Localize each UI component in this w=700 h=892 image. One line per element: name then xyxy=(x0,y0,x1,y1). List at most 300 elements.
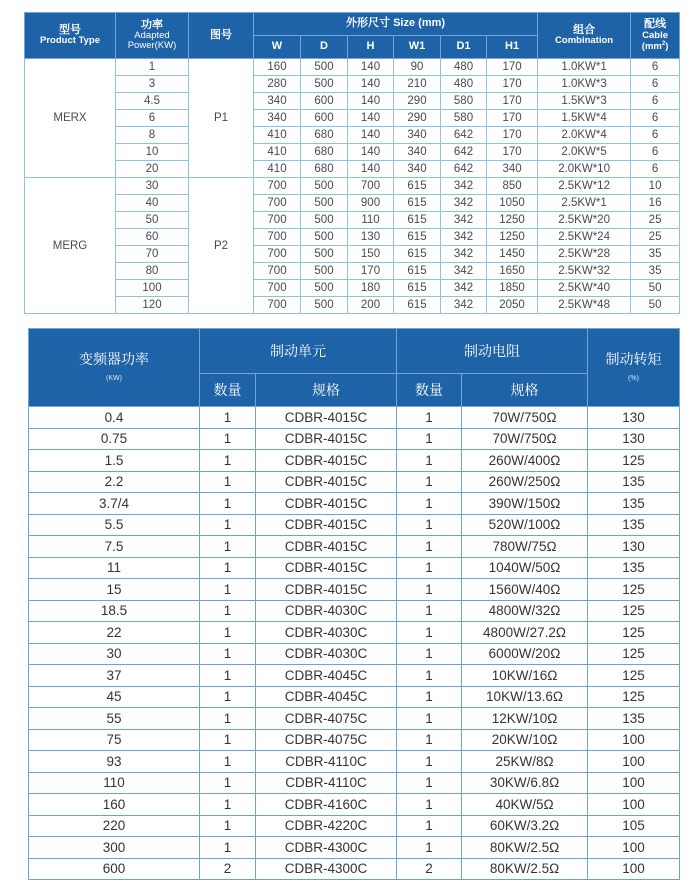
resistor-spec-cell: 4800W/32Ω xyxy=(462,600,588,622)
combination-cell: 2.5KW*12 xyxy=(538,178,631,195)
dim-d1-cell: 342 xyxy=(441,263,487,280)
header-product-type-cn: 型号 xyxy=(59,23,81,36)
dim-d-cell: 680 xyxy=(301,161,348,178)
torque-cell: 100 xyxy=(588,751,680,773)
inverter-power-cell: 160 xyxy=(29,794,200,816)
dim-d1-cell: 642 xyxy=(441,161,487,178)
inverter-power-cell: 3.7/4 xyxy=(29,493,200,515)
inverter-power-cell: 93 xyxy=(29,751,200,773)
resistor-spec-cell: 780W/75Ω xyxy=(462,536,588,558)
combination-cell: 2.5KW*32 xyxy=(538,263,631,280)
dim-d1-cell: 642 xyxy=(441,127,487,144)
inverter-power-cell: 1.5 xyxy=(29,450,200,472)
table-row xyxy=(29,428,680,450)
dim-h1-cell: 1450 xyxy=(487,246,538,263)
dim-d-cell: 680 xyxy=(301,144,348,161)
dim-d1-cell: 342 xyxy=(441,212,487,229)
header-size-group: 外形尺寸 Size (mm) xyxy=(254,13,538,36)
combination-cell: 2.5KW*28 xyxy=(538,246,631,263)
unit-qty-cell: 1 xyxy=(200,837,256,859)
resistor-qty-cell: 1 xyxy=(397,600,462,622)
header-braking-torque-unit: (%) xyxy=(628,375,639,383)
table-row xyxy=(29,579,680,601)
inverter-power-cell: 0.75 xyxy=(29,428,200,450)
dim-d-cell: 680 xyxy=(301,127,348,144)
unit-spec-cell: CDBR-4015C xyxy=(256,536,397,558)
dim-h1-cell: 170 xyxy=(487,127,538,144)
header-power xyxy=(116,13,189,59)
power-cell: 10 xyxy=(116,144,189,161)
combination-cell: 1.0KW*3 xyxy=(538,76,631,93)
table-row xyxy=(25,263,680,280)
dim-h-cell: 140 xyxy=(348,110,394,127)
resistor-qty-cell: 1 xyxy=(397,407,462,429)
dim-w-cell: 700 xyxy=(254,212,301,229)
table-row xyxy=(29,557,680,579)
resistor-spec-cell: 30KW/6.8Ω xyxy=(462,772,588,794)
header-dim-h: H xyxy=(348,36,394,59)
dim-d-cell: 600 xyxy=(301,110,348,127)
dim-h-cell: 150 xyxy=(348,246,394,263)
unit-spec-cell: CDBR-4015C xyxy=(256,493,397,515)
table-row xyxy=(25,229,680,246)
unit-spec-cell: CDBR-4220C xyxy=(256,815,397,837)
resistor-spec-cell: 6000W/20Ω xyxy=(462,643,588,665)
torque-cell: 125 xyxy=(588,643,680,665)
header-cable-sup: 2 xyxy=(661,40,666,47)
dim-w1-cell: 615 xyxy=(394,263,441,280)
unit-qty-cell: 1 xyxy=(200,600,256,622)
table-row xyxy=(25,212,680,229)
resistor-spec-cell: 260W/250Ω xyxy=(462,471,588,493)
cable-cell: 35 xyxy=(631,263,680,280)
resistor-qty-cell: 1 xyxy=(397,729,462,751)
combination-cell: 1.5KW*3 xyxy=(538,93,631,110)
dim-w1-cell: 615 xyxy=(394,178,441,195)
dim-w-cell: 700 xyxy=(254,178,301,195)
inverter-power-cell: 110 xyxy=(29,772,200,794)
cable-cell: 25 xyxy=(631,229,680,246)
table-row xyxy=(29,794,680,816)
dim-h-cell: 140 xyxy=(348,144,394,161)
torque-cell: 135 xyxy=(588,471,680,493)
dim-d-cell: 500 xyxy=(301,76,348,93)
cable-cell: 6 xyxy=(631,93,680,110)
combination-cell: 2.5KW*40 xyxy=(538,280,631,297)
table-row xyxy=(29,708,680,730)
cable-cell: 6 xyxy=(631,127,680,144)
torque-cell: 130 xyxy=(588,407,680,429)
dim-h1-cell: 170 xyxy=(487,59,538,76)
dim-h1-cell: 850 xyxy=(487,178,538,195)
dim-d-cell: 500 xyxy=(301,263,348,280)
unit-qty-cell: 1 xyxy=(200,622,256,644)
cable-cell: 6 xyxy=(631,161,680,178)
unit-spec-cell: CDBR-4075C xyxy=(256,708,397,730)
dim-d1-cell: 342 xyxy=(441,195,487,212)
dim-d-cell: 500 xyxy=(301,297,348,314)
header-braking-torque xyxy=(588,329,680,407)
header-dim-d1: D1 xyxy=(441,36,487,59)
header-cable-close: ) xyxy=(665,40,669,52)
unit-spec-cell: CDBR-4015C xyxy=(256,557,397,579)
resistor-qty-cell: 1 xyxy=(397,751,462,773)
unit-qty-cell: 1 xyxy=(200,794,256,816)
power-cell: 50 xyxy=(116,212,189,229)
drawing-cell: P1 xyxy=(189,59,254,178)
unit-qty-cell: 1 xyxy=(200,686,256,708)
braking-selection-table-body xyxy=(29,407,680,880)
unit-qty-cell: 1 xyxy=(200,514,256,536)
unit-qty-cell: 2 xyxy=(200,858,256,880)
unit-spec-cell: CDBR-4045C xyxy=(256,686,397,708)
dim-h1-cell: 1050 xyxy=(487,195,538,212)
table-row xyxy=(25,280,680,297)
resistor-qty-cell: 1 xyxy=(397,815,462,837)
power-cell: 1 xyxy=(116,59,189,76)
resistor-qty-cell: 1 xyxy=(397,450,462,472)
power-cell: 40 xyxy=(116,195,189,212)
resistor-qty-cell: 1 xyxy=(397,557,462,579)
table-row xyxy=(25,144,680,161)
header-cable-cn: 配线 xyxy=(644,18,667,31)
combination-cell: 2.5KW*24 xyxy=(538,229,631,246)
resistor-spec-cell: 520W/100Ω xyxy=(462,514,588,536)
resistor-spec-cell: 70W/750Ω xyxy=(462,428,588,450)
table-row xyxy=(29,493,680,515)
inverter-power-cell: 22 xyxy=(29,622,200,644)
table-row xyxy=(25,195,680,212)
resistor-qty-cell: 1 xyxy=(397,772,462,794)
dim-w-cell: 410 xyxy=(254,161,301,178)
resistor-qty-cell: 1 xyxy=(397,471,462,493)
dim-d-cell: 500 xyxy=(301,229,348,246)
dim-d1-cell: 642 xyxy=(441,144,487,161)
unit-qty-cell: 1 xyxy=(200,751,256,773)
cable-cell: 10 xyxy=(631,178,680,195)
header-cable xyxy=(631,13,680,59)
header-resistor-spec: 规格 xyxy=(462,374,588,407)
power-cell: 80 xyxy=(116,263,189,280)
resistor-spec-cell: 40KW/5Ω xyxy=(462,794,588,816)
table-row xyxy=(25,161,680,178)
table-row xyxy=(25,76,680,93)
unit-qty-cell: 1 xyxy=(200,536,256,558)
resistor-size-table-body xyxy=(25,59,680,314)
product-type-cell: MERG xyxy=(25,178,116,314)
dim-w-cell: 410 xyxy=(254,127,301,144)
dim-d1-cell: 342 xyxy=(441,178,487,195)
table-row xyxy=(29,514,680,536)
header-unit-qty: 数量 xyxy=(200,374,256,407)
dim-h-cell: 140 xyxy=(348,127,394,144)
dim-d-cell: 500 xyxy=(301,212,348,229)
dim-w1-cell: 290 xyxy=(394,110,441,127)
table-row xyxy=(29,600,680,622)
dim-h1-cell: 1250 xyxy=(487,229,538,246)
dim-w-cell: 410 xyxy=(254,144,301,161)
inverter-power-cell: 15 xyxy=(29,579,200,601)
dim-h-cell: 170 xyxy=(348,263,394,280)
header-cable-unit: (mm xyxy=(641,40,662,52)
torque-cell: 100 xyxy=(588,772,680,794)
combination-cell: 1.0KW*1 xyxy=(538,59,631,76)
dim-w1-cell: 615 xyxy=(394,280,441,297)
resistor-qty-cell: 1 xyxy=(397,428,462,450)
header-product-type-en: Product Type xyxy=(40,35,100,47)
table-row xyxy=(29,450,680,472)
header-cable-en1: Cable xyxy=(642,29,669,41)
dim-d-cell: 500 xyxy=(301,195,348,212)
unit-spec-cell: CDBR-4030C xyxy=(256,622,397,644)
resistor-qty-cell: 1 xyxy=(397,536,462,558)
dim-w-cell: 700 xyxy=(254,229,301,246)
unit-qty-cell: 1 xyxy=(200,708,256,730)
cable-cell: 6 xyxy=(631,144,680,161)
power-cell: 8 xyxy=(116,127,189,144)
dim-h1-cell: 170 xyxy=(487,110,538,127)
inverter-power-cell: 30 xyxy=(29,643,200,665)
unit-spec-cell: CDBR-4015C xyxy=(256,514,397,536)
resistor-spec-cell: 60KW/3.2Ω xyxy=(462,815,588,837)
unit-qty-cell: 1 xyxy=(200,643,256,665)
dim-w1-cell: 615 xyxy=(394,212,441,229)
torque-cell: 125 xyxy=(588,622,680,644)
inverter-power-cell: 0.4 xyxy=(29,407,200,429)
unit-spec-cell: CDBR-4160C xyxy=(256,794,397,816)
drawing-cell: P2 xyxy=(189,178,254,314)
dim-h-cell: 140 xyxy=(348,59,394,76)
resistor-qty-cell: 1 xyxy=(397,794,462,816)
dim-w1-cell: 340 xyxy=(394,144,441,161)
unit-spec-cell: CDBR-4045C xyxy=(256,665,397,687)
combination-cell: 2.5KW*20 xyxy=(538,212,631,229)
resistor-qty-cell: 2 xyxy=(397,858,462,880)
header-dim-h1: H1 xyxy=(487,36,538,59)
table-row xyxy=(29,751,680,773)
unit-qty-cell: 1 xyxy=(200,428,256,450)
cable-cell: 6 xyxy=(631,76,680,93)
inverter-power-cell: 55 xyxy=(29,708,200,730)
dim-h-cell: 140 xyxy=(348,93,394,110)
dim-w-cell: 160 xyxy=(254,59,301,76)
inverter-power-cell: 37 xyxy=(29,665,200,687)
power-cell: 30 xyxy=(116,178,189,195)
dim-w-cell: 280 xyxy=(254,76,301,93)
inverter-power-cell: 2.2 xyxy=(29,471,200,493)
table-row xyxy=(29,536,680,558)
power-cell: 60 xyxy=(116,229,189,246)
torque-cell: 125 xyxy=(588,600,680,622)
dim-w1-cell: 290 xyxy=(394,93,441,110)
resistor-spec-cell: 25KW/8Ω xyxy=(462,751,588,773)
torque-cell: 135 xyxy=(588,493,680,515)
cable-cell: 16 xyxy=(631,195,680,212)
dim-w1-cell: 615 xyxy=(394,246,441,263)
header-dim-w1: W1 xyxy=(394,36,441,59)
unit-spec-cell: CDBR-4300C xyxy=(256,858,397,880)
table-row xyxy=(29,471,680,493)
dim-d-cell: 600 xyxy=(301,93,348,110)
resistor-spec-cell: 10KW/16Ω xyxy=(462,665,588,687)
dim-d1-cell: 480 xyxy=(441,59,487,76)
table-row xyxy=(25,127,680,144)
dim-w1-cell: 90 xyxy=(394,59,441,76)
resistor-spec-cell: 12KW/10Ω xyxy=(462,708,588,730)
unit-spec-cell: CDBR-4075C xyxy=(256,729,397,751)
dim-h-cell: 140 xyxy=(348,76,394,93)
header-braking-torque-cn: 制动转矩 xyxy=(605,351,662,368)
dim-d-cell: 500 xyxy=(301,178,348,195)
power-cell: 3 xyxy=(116,76,189,93)
unit-qty-cell: 1 xyxy=(200,729,256,751)
dim-h-cell: 140 xyxy=(348,161,394,178)
cable-cell: 35 xyxy=(631,246,680,263)
torque-cell: 125 xyxy=(588,450,680,472)
dim-h-cell: 130 xyxy=(348,229,394,246)
unit-qty-cell: 1 xyxy=(200,665,256,687)
unit-spec-cell: CDBR-4015C xyxy=(256,579,397,601)
torque-cell: 125 xyxy=(588,579,680,601)
header-resistor-qty: 数量 xyxy=(397,374,462,407)
torque-cell: 105 xyxy=(588,815,680,837)
torque-cell: 135 xyxy=(588,514,680,536)
resistor-spec-cell: 1040W/50Ω xyxy=(462,557,588,579)
header-power-cn: 功率 xyxy=(141,18,163,31)
dim-d-cell: 500 xyxy=(301,280,348,297)
table-row xyxy=(25,59,680,76)
unit-spec-cell: CDBR-4030C xyxy=(256,600,397,622)
resistor-qty-cell: 1 xyxy=(397,665,462,687)
inverter-power-cell: 75 xyxy=(29,729,200,751)
resistor-spec-cell: 20KW/10Ω xyxy=(462,729,588,751)
cable-cell: 25 xyxy=(631,212,680,229)
dim-w-cell: 700 xyxy=(254,280,301,297)
unit-qty-cell: 1 xyxy=(200,450,256,472)
unit-spec-cell: CDBR-4300C xyxy=(256,837,397,859)
resistor-spec-cell: 80KW/2.5Ω xyxy=(462,837,588,859)
header-braking-unit: 制动单元 xyxy=(200,329,397,374)
header-dim-w: W xyxy=(254,36,301,59)
combination-cell: 2.0KW*4 xyxy=(538,127,631,144)
table-row xyxy=(29,622,680,644)
dim-w-cell: 340 xyxy=(254,110,301,127)
table-row xyxy=(29,686,680,708)
dim-d1-cell: 342 xyxy=(441,297,487,314)
dim-h-cell: 110 xyxy=(348,212,394,229)
resistor-spec-cell: 260W/400Ω xyxy=(462,450,588,472)
unit-qty-cell: 1 xyxy=(200,471,256,493)
dim-w-cell: 340 xyxy=(254,93,301,110)
header-product-type xyxy=(25,13,116,59)
cable-cell: 50 xyxy=(631,297,680,314)
resistor-qty-cell: 1 xyxy=(397,837,462,859)
resistor-qty-cell: 1 xyxy=(397,643,462,665)
header-power-en1: Adapted xyxy=(134,30,170,42)
table-row xyxy=(25,297,680,314)
power-cell: 70 xyxy=(116,246,189,263)
dim-h-cell: 900 xyxy=(348,195,394,212)
header-inverter-power-unit: (KW) xyxy=(106,375,122,383)
resistor-qty-cell: 1 xyxy=(397,493,462,515)
header-power-en2: Power(KW) xyxy=(127,40,177,52)
header-combination-cn: 组合 xyxy=(573,23,596,36)
resistor-spec-cell: 10KW/13.6Ω xyxy=(462,686,588,708)
unit-qty-cell: 1 xyxy=(200,557,256,579)
unit-qty-cell: 1 xyxy=(200,579,256,601)
cable-cell: 6 xyxy=(631,110,680,127)
cable-cell: 6 xyxy=(631,59,680,76)
table-row xyxy=(29,729,680,751)
inverter-power-cell: 300 xyxy=(29,837,200,859)
table-row xyxy=(29,837,680,859)
dim-w1-cell: 340 xyxy=(394,161,441,178)
dim-d1-cell: 480 xyxy=(441,76,487,93)
dim-h1-cell: 1850 xyxy=(487,280,538,297)
unit-spec-cell: CDBR-4015C xyxy=(256,471,397,493)
dim-d1-cell: 580 xyxy=(441,93,487,110)
table-row xyxy=(25,93,680,110)
inverter-power-cell: 18.5 xyxy=(29,600,200,622)
torque-cell: 125 xyxy=(588,665,680,687)
combination-cell: 2.5KW*48 xyxy=(538,297,631,314)
resistor-spec-cell: 390W/150Ω xyxy=(462,493,588,515)
dim-w1-cell: 340 xyxy=(394,127,441,144)
dim-h1-cell: 170 xyxy=(487,144,538,161)
resistor-qty-cell: 1 xyxy=(397,514,462,536)
dim-d1-cell: 342 xyxy=(441,280,487,297)
dim-d1-cell: 342 xyxy=(441,246,487,263)
unit-spec-cell: CDBR-4015C xyxy=(256,428,397,450)
power-cell: 4.5 xyxy=(116,93,189,110)
unit-qty-cell: 1 xyxy=(200,815,256,837)
table-row xyxy=(25,178,680,195)
dim-h1-cell: 2050 xyxy=(487,297,538,314)
header-cable-en2 xyxy=(631,41,679,52)
unit-spec-cell: CDBR-4110C xyxy=(256,751,397,773)
dim-h1-cell: 170 xyxy=(487,93,538,110)
unit-qty-cell: 1 xyxy=(200,407,256,429)
dim-d-cell: 500 xyxy=(301,59,348,76)
dim-w-cell: 700 xyxy=(254,195,301,212)
braking-selection-table xyxy=(28,328,680,880)
dim-h1-cell: 1650 xyxy=(487,263,538,280)
unit-spec-cell: CDBR-4030C xyxy=(256,643,397,665)
torque-cell: 100 xyxy=(588,794,680,816)
header-inverter-power xyxy=(29,329,200,407)
header-drawing-cn: 图号 xyxy=(210,28,232,41)
torque-cell: 100 xyxy=(588,729,680,751)
table-row xyxy=(25,110,680,127)
header-braking-resistor: 制动电阻 xyxy=(397,329,588,374)
dim-w1-cell: 615 xyxy=(394,229,441,246)
resistor-qty-cell: 1 xyxy=(397,708,462,730)
torque-cell: 100 xyxy=(588,858,680,880)
table-row xyxy=(29,772,680,794)
resistor-spec-cell: 4800W/27.2Ω xyxy=(462,622,588,644)
unit-qty-cell: 1 xyxy=(200,493,256,515)
dim-h-cell: 180 xyxy=(348,280,394,297)
power-cell: 100 xyxy=(116,280,189,297)
table-row xyxy=(25,246,680,263)
dim-w-cell: 700 xyxy=(254,297,301,314)
header-combination-en: Combination xyxy=(555,35,614,47)
table-row xyxy=(29,815,680,837)
torque-cell: 135 xyxy=(588,557,680,579)
combination-cell: 2.0KW*5 xyxy=(538,144,631,161)
dim-w-cell: 700 xyxy=(254,246,301,263)
combination-cell: 1.5KW*4 xyxy=(538,110,631,127)
